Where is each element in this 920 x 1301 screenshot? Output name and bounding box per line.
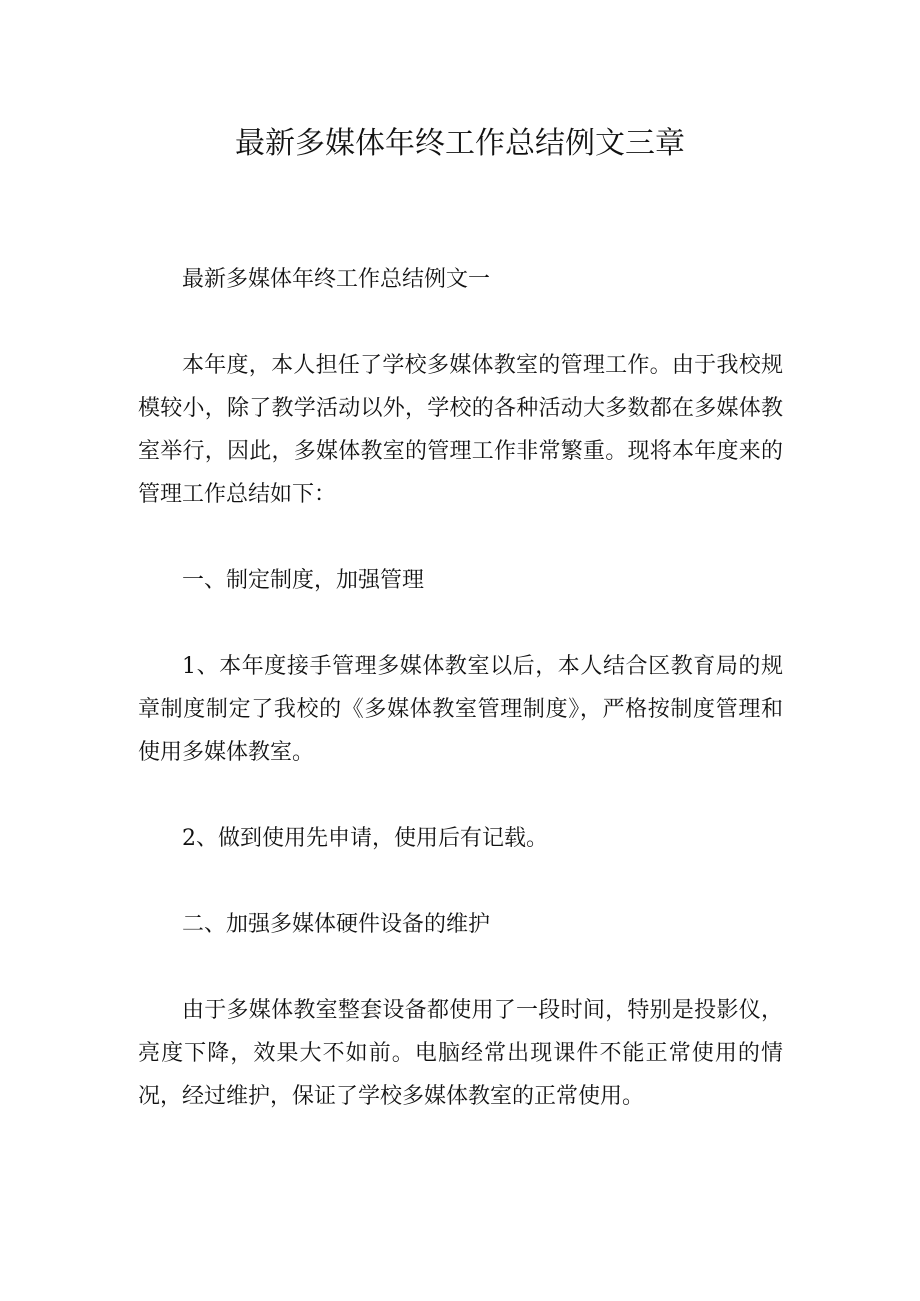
hardware-maintenance-paragraph: 由于多媒体教室整套设备都使用了一段时间，特别是投影仪，亮度下降，效果大不如前。电脑经常出现课件不能正常使用的情况，经过维护，保证了学校多媒体教室的正常使用。 [138, 998, 783, 1109]
section-heading-hardware-maintenance: 二、加强多媒体硬件设备的维护 [182, 912, 491, 937]
management-item-two: 2、做到使用先申请，使用后有记载。 [182, 826, 548, 851]
paragraph-spacing [138, 860, 783, 903]
document-title: 最新多媒体年终工作总结例文三章 [235, 126, 685, 161]
paragraph-spacing [138, 946, 783, 989]
management-item-one: 1、本年度接手管理多媒体教室以后，本人结合区教育局的规章制度制定了我校的《多媒体教室管理制度》，严格按制度管理和使用多媒体教室。 [138, 654, 783, 765]
section-heading-management: 一、制定制度，加强管理 [182, 568, 425, 593]
paragraph-spacing [138, 774, 783, 817]
section-heading-example-one: 最新多媒体年终工作总结例文一 [182, 267, 491, 292]
paragraph-spacing [138, 516, 783, 559]
paragraph-spacing [138, 602, 783, 645]
intro-paragraph: 本年度，本人担任了学校多媒体教室的管理工作。由于我校规模较小，除了教学活动以外，学校的各种活动大多数都在多媒体教室举行，因此，多媒体教室的管理工作非常繁重。现将本年度来的管理工作总结如下： [138, 353, 783, 507]
paragraph-spacing [138, 301, 783, 344]
document-body [138, 258, 783, 1118]
